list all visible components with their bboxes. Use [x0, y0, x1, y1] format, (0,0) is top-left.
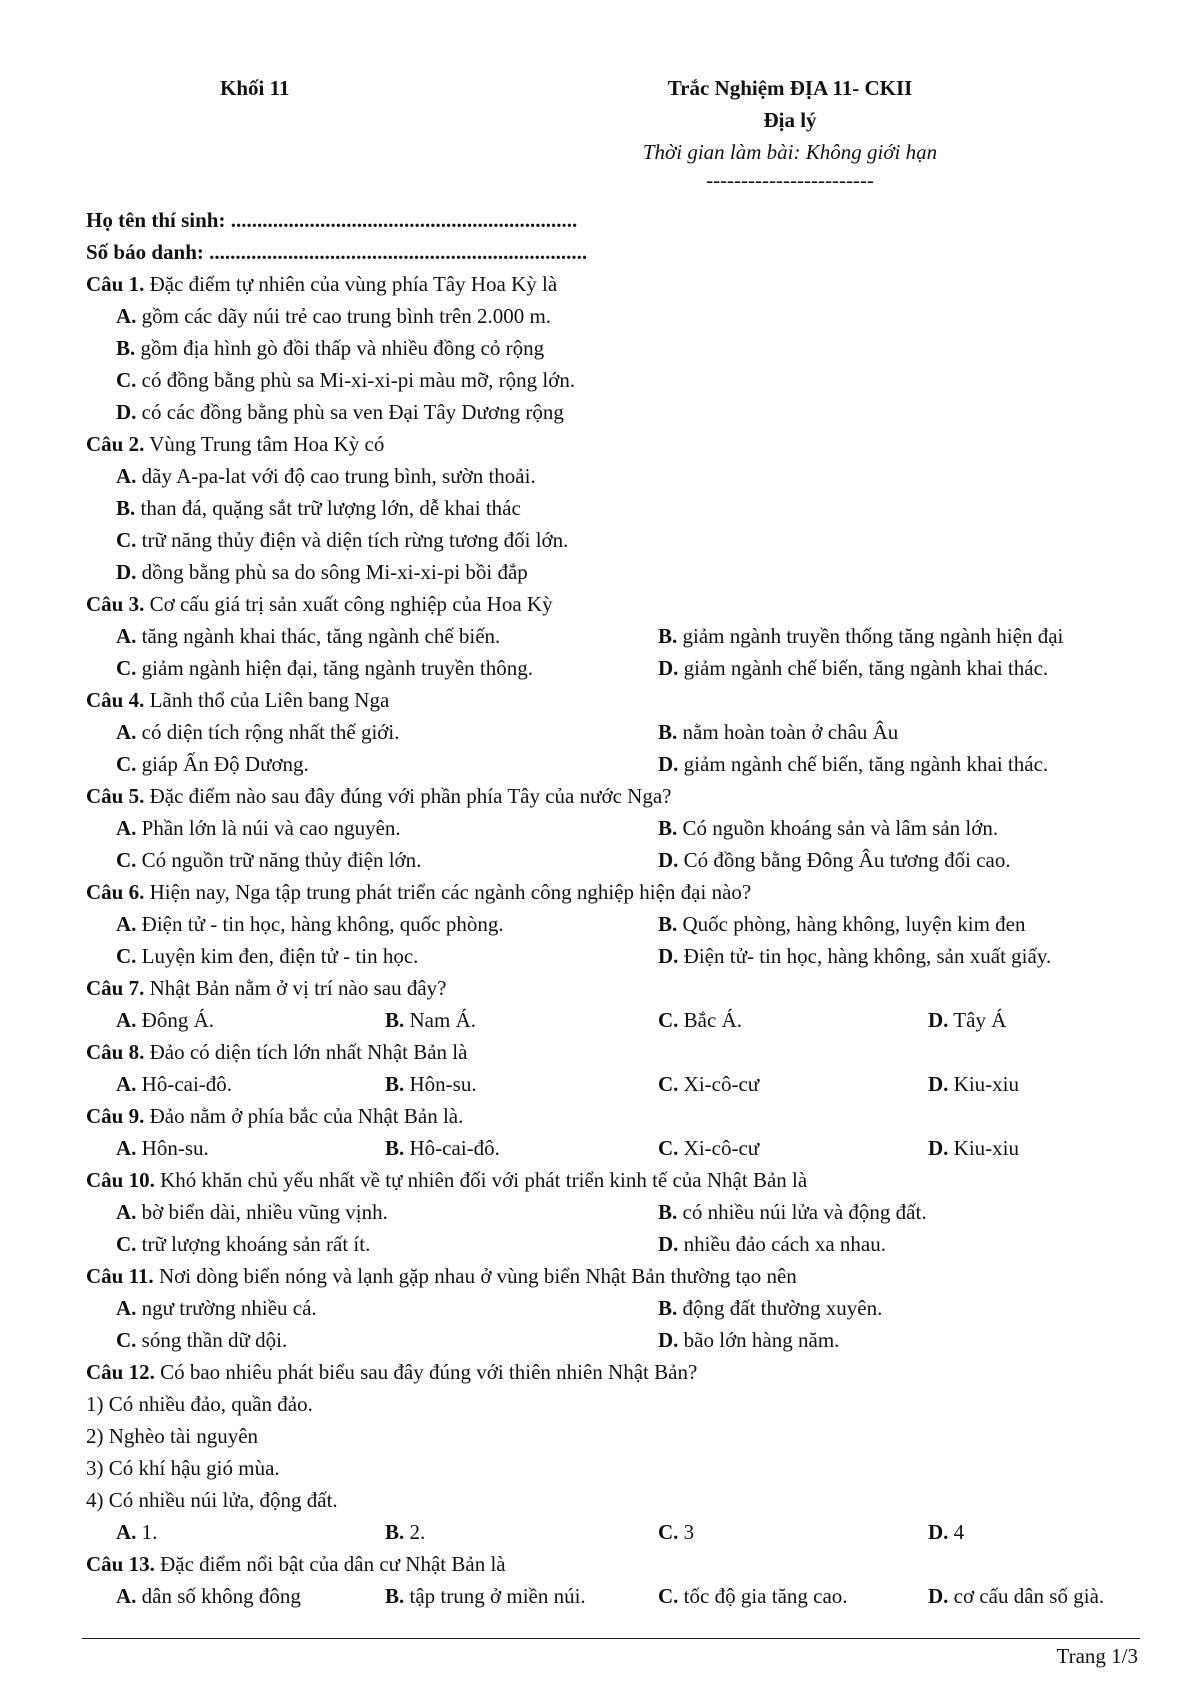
question-stem	[86, 780, 671, 812]
option-text: 1.	[141, 1520, 158, 1544]
question-number: Câu 1.	[86, 272, 145, 296]
exam-title: Trắc Nghiệm ĐỊA 11- CKII	[667, 76, 913, 100]
answer-option	[116, 844, 421, 876]
answer-option	[116, 1292, 317, 1324]
option-text: 2.	[409, 1520, 426, 1544]
option-text: Hô-cai-đô.	[409, 1136, 500, 1160]
option-text: tốc độ gia tăng cao.	[683, 1584, 848, 1608]
option-text: giáp Ấn Độ Dương.	[141, 752, 309, 776]
option-text: gồm địa hình gò đồi thấp và nhiều đồng cỏ rộng	[140, 336, 545, 360]
answer-option	[385, 1580, 586, 1612]
question-stem	[86, 972, 446, 1004]
answer-option	[658, 1516, 694, 1548]
question-text: Lãnh thổ của Liên bang Nga	[149, 688, 390, 712]
question-number: Câu 13.	[86, 1552, 155, 1576]
option-text: tập trung ở miền núi.	[409, 1584, 586, 1608]
option-letter: D.	[658, 656, 679, 680]
answer-option	[658, 1196, 927, 1228]
answer-option	[116, 396, 564, 428]
option-letter: A.	[116, 912, 137, 936]
question-text: Khó khăn chủ yếu nhất về tự nhiên đối với phát triển kinh tế của Nhật Bản là	[160, 1168, 808, 1192]
statement-item: 4) Có nhiều núi lửa, động đất.	[86, 1488, 338, 1512]
answer-option	[116, 300, 551, 332]
time-label: Thời gian làm bài: Không giới hạn	[642, 140, 938, 164]
answer-option	[928, 1068, 1019, 1100]
question-stem	[86, 1260, 797, 1292]
option-text: Có nguồn khoáng sản và lâm sản lớn.	[682, 816, 999, 840]
option-letter: A.	[116, 1520, 137, 1544]
question-number: Câu 12.	[86, 1360, 155, 1384]
answer-option	[658, 652, 1048, 684]
option-letter: C.	[116, 1232, 137, 1256]
option-text: than đá, quặng sắt trữ lượng lớn, dễ khai thác	[140, 496, 521, 520]
question-number: Câu 11.	[86, 1264, 154, 1288]
answer-option	[116, 908, 504, 940]
option-letter: C.	[658, 1136, 679, 1160]
question-stem	[86, 1548, 506, 1580]
option-text: bờ biển dài, nhiều vũng vịnh.	[141, 1200, 388, 1224]
option-text: có diện tích rộng nhất thế giới.	[141, 720, 400, 744]
option-letter: B.	[116, 496, 136, 520]
answer-option	[116, 1228, 370, 1260]
answer-option	[116, 620, 500, 652]
option-text: sóng thần dữ dội.	[141, 1328, 288, 1352]
question-number: Câu 2.	[86, 432, 145, 456]
option-letter: A.	[116, 304, 137, 328]
answer-option	[928, 1516, 964, 1548]
question-stem	[86, 876, 751, 908]
question-number: Câu 6.	[86, 880, 145, 904]
option-letter: C.	[116, 368, 137, 392]
answer-option	[658, 716, 898, 748]
answer-option	[658, 844, 1011, 876]
answer-option	[116, 556, 528, 588]
option-letter: D.	[658, 944, 679, 968]
option-letter: A.	[116, 1296, 137, 1320]
option-letter: C.	[116, 944, 137, 968]
question-text: Đặc điểm nào sau đây đúng với phần phía Tây của nước Nga?	[149, 784, 672, 808]
answer-option	[116, 812, 401, 844]
option-letter: D.	[658, 752, 679, 776]
option-letter: B.	[658, 1296, 678, 1320]
answer-option	[658, 1132, 759, 1164]
question-text: Hiện nay, Nga tập trung phát triển các ngành công nghiệp hiện đại nào?	[149, 880, 752, 904]
option-letter: D.	[658, 1232, 679, 1256]
answer-option	[116, 492, 521, 524]
option-letter: C.	[116, 1328, 137, 1352]
option-text: có nhiều núi lửa và động đất.	[682, 1200, 927, 1224]
header-divider: ------------------------	[706, 168, 874, 192]
option-letter: D.	[928, 1136, 949, 1160]
question-stem	[86, 1164, 807, 1196]
answer-option	[116, 1132, 209, 1164]
statement-item: 2) Nghèo tài nguyên	[86, 1424, 259, 1448]
answer-option	[658, 1228, 886, 1260]
answer-option	[658, 812, 998, 844]
option-text: Kiu-xiu	[953, 1136, 1019, 1160]
option-letter: A.	[116, 1584, 137, 1608]
option-letter: D.	[658, 1328, 679, 1352]
answer-option	[116, 524, 568, 556]
answer-option	[928, 1004, 1006, 1036]
question-number: Câu 7.	[86, 976, 145, 1000]
option-text: nằm hoàn toàn ở châu Âu	[682, 720, 899, 744]
option-letter: D.	[658, 848, 679, 872]
answer-option	[928, 1580, 1104, 1612]
option-letter: B.	[658, 816, 678, 840]
answer-option	[116, 1068, 232, 1100]
option-text: Phần lớn là núi và cao nguyên.	[141, 816, 401, 840]
answer-option	[658, 748, 1048, 780]
answer-option	[116, 940, 418, 972]
option-letter: D.	[928, 1072, 949, 1096]
question-number: Câu 8.	[86, 1040, 145, 1064]
option-text: dãy A-pa-lat với độ cao trung bình, sườn thoải.	[141, 464, 536, 488]
subject-label: Địa lý	[763, 108, 817, 132]
option-text: dân số không đông	[141, 1584, 301, 1608]
option-letter: A.	[116, 816, 137, 840]
option-letter: D.	[116, 560, 137, 584]
question-stem	[86, 1036, 467, 1068]
option-letter: B.	[116, 336, 136, 360]
option-letter: B.	[385, 1584, 405, 1608]
question-number: Câu 10.	[86, 1168, 155, 1192]
option-letter: B.	[658, 912, 678, 936]
question-stem	[86, 1100, 463, 1132]
question-text: Đảo nằm ở phía bắc của Nhật Bản là.	[149, 1104, 464, 1128]
answer-option	[116, 332, 544, 364]
question-stem	[86, 588, 553, 620]
question-stem	[86, 684, 389, 716]
option-letter: A.	[116, 1136, 137, 1160]
option-text: trữ năng thủy điện và diện tích rừng tương đối lớn.	[141, 528, 569, 552]
option-text: giảm ngành chế biến, tăng ngành khai thác.	[683, 752, 1049, 776]
option-letter: B.	[385, 1520, 405, 1544]
option-text: dồng bằng phù sa do sông Mi-xi-xi-pi bồi đắp	[141, 560, 528, 584]
question-text: Có bao nhiêu phát biểu sau đây đúng với thiên nhiên Nhật Bản?	[160, 1360, 698, 1384]
option-letter: D.	[928, 1008, 949, 1032]
question-number: Câu 9.	[86, 1104, 145, 1128]
option-letter: C.	[116, 848, 137, 872]
option-text: gồm các dãy núi trẻ cao trung bình trên 2.000 m.	[141, 304, 552, 328]
answer-option	[658, 908, 1025, 940]
option-text: giảm ngành hiện đại, tăng ngành truyền thông.	[141, 656, 534, 680]
grade-label: Khối 11	[220, 76, 290, 100]
option-letter: A.	[116, 1008, 137, 1032]
answer-option	[116, 1004, 214, 1036]
option-text: có các đồng bằng phù sa ven Đại Tây Dương rộng	[141, 400, 564, 424]
page-number: Trang 1/3	[1056, 1644, 1138, 1668]
answer-option	[658, 1580, 848, 1612]
option-letter: D.	[928, 1520, 949, 1544]
answer-option	[116, 364, 575, 396]
statement-item: 3) Có khí hậu gió mùa.	[86, 1456, 280, 1480]
option-letter: C.	[658, 1520, 679, 1544]
option-text: Có đồng bằng Đông Âu tương đối cao.	[683, 848, 1011, 872]
option-text: có đồng bằng phù sa Mi-xi-xi-pi màu mỡ, rộng lớn.	[141, 368, 576, 392]
answer-option	[658, 1068, 759, 1100]
option-text: Hôn-su.	[409, 1072, 477, 1096]
question-text: Đặc điểm nổi bật của dân cư Nhật Bản là	[160, 1552, 506, 1576]
option-text: giảm ngành chế biến, tăng ngành khai thác.	[683, 656, 1049, 680]
option-letter: D.	[116, 400, 137, 424]
option-text: Tây Á	[953, 1008, 1007, 1032]
option-text: Điện tử - tin học, hàng không, quốc phòng.	[141, 912, 504, 936]
option-letter: C.	[116, 752, 137, 776]
question-text: Nhật Bản nằm ở vị trí nào sau đây?	[149, 976, 447, 1000]
answer-option	[658, 940, 1051, 972]
option-letter: C.	[658, 1072, 679, 1096]
answer-option	[385, 1004, 476, 1036]
option-letter: B.	[385, 1072, 405, 1096]
question-text: Đặc điểm tự nhiên của vùng phía Tây Hoa Kỳ là	[149, 272, 558, 296]
answer-option	[116, 460, 536, 492]
option-text: trữ lượng khoáng sản rất ít.	[141, 1232, 371, 1256]
option-letter: D.	[928, 1584, 949, 1608]
option-text: Kiu-xiu	[953, 1072, 1019, 1096]
question-stem	[86, 428, 384, 460]
option-letter: A.	[116, 1200, 137, 1224]
option-letter: B.	[658, 624, 678, 648]
option-letter: A.	[116, 464, 137, 488]
option-text: Có nguồn trữ năng thủy điện lớn.	[141, 848, 422, 872]
statement-item: 1) Có nhiều đảo, quần đảo.	[86, 1392, 313, 1416]
option-text: Xi-cô-cư	[683, 1136, 760, 1160]
option-text: 3	[683, 1520, 695, 1544]
answer-option	[658, 620, 1063, 652]
question-number: Câu 4.	[86, 688, 145, 712]
option-letter: B.	[658, 1200, 678, 1224]
option-letter: A.	[116, 720, 137, 744]
student-id-field: Số báo danh: ........................................................................	[86, 240, 588, 264]
option-text: Điện tử- tin học, hàng không, sản xuất giấy.	[683, 944, 1052, 968]
option-text: Hôn-su.	[141, 1136, 209, 1160]
option-letter: C.	[116, 528, 137, 552]
student-name-field: Họ tên thí sinh: ..................................................................	[86, 208, 578, 232]
option-text: bão lớn hàng năm.	[683, 1328, 840, 1352]
option-text: Hô-cai-đô.	[141, 1072, 233, 1096]
option-letter: C.	[658, 1008, 679, 1032]
option-letter: B.	[658, 720, 678, 744]
option-letter: B.	[385, 1136, 405, 1160]
answer-option	[116, 1196, 388, 1228]
answer-option	[116, 1516, 157, 1548]
footer-rule	[82, 1638, 1140, 1639]
answer-option	[116, 716, 399, 748]
answer-option	[116, 1580, 301, 1612]
answer-option	[385, 1516, 425, 1548]
option-letter: B.	[385, 1008, 405, 1032]
question-number: Câu 5.	[86, 784, 145, 808]
question-stem	[86, 268, 557, 300]
answer-option	[385, 1132, 500, 1164]
question-text: Vùng Trung tâm Hoa Kỳ có	[149, 432, 385, 456]
answer-option	[116, 748, 309, 780]
question-stem	[86, 1356, 697, 1388]
answer-option	[385, 1068, 477, 1100]
answer-option	[658, 1292, 882, 1324]
question-text: Cơ cấu giá trị sản xuất công nghiệp của Hoa Kỳ	[149, 592, 553, 616]
answer-option	[658, 1004, 742, 1036]
option-text: tăng ngành khai thác, tăng ngành chế biến.	[141, 624, 501, 648]
answer-option	[928, 1132, 1019, 1164]
option-text: Bắc Á.	[683, 1008, 742, 1032]
option-letter: A.	[116, 1072, 137, 1096]
option-text: cơ cấu dân số già.	[953, 1584, 1105, 1608]
question-number: Câu 3.	[86, 592, 145, 616]
option-text: giảm ngành truyền thống tăng ngành hiện đại	[682, 624, 1064, 648]
option-text: Đông Á.	[141, 1008, 215, 1032]
option-letter: C.	[658, 1584, 679, 1608]
option-text: nhiều đảo cách xa nhau.	[683, 1232, 887, 1256]
option-text: 4	[953, 1520, 965, 1544]
option-text: Quốc phòng, hàng không, luyện kim đen	[682, 912, 1026, 936]
answer-option	[116, 652, 533, 684]
answer-option	[116, 1324, 287, 1356]
option-text: ngư trường nhiều cá.	[141, 1296, 317, 1320]
option-text: động đất thường xuyên.	[682, 1296, 883, 1320]
answer-option	[658, 1324, 839, 1356]
question-text: Đảo có diện tích lớn nhất Nhật Bản là	[149, 1040, 468, 1064]
option-text: Luyện kim đen, điện tử - tin học.	[141, 944, 419, 968]
option-letter: A.	[116, 624, 137, 648]
option-text: Nam Á.	[409, 1008, 477, 1032]
question-text: Nơi dòng biển nóng và lạnh gặp nhau ở vùng biển Nhật Bản thường tạo nên	[158, 1264, 797, 1288]
option-letter: C.	[116, 656, 137, 680]
option-text: Xi-cô-cư	[683, 1072, 760, 1096]
